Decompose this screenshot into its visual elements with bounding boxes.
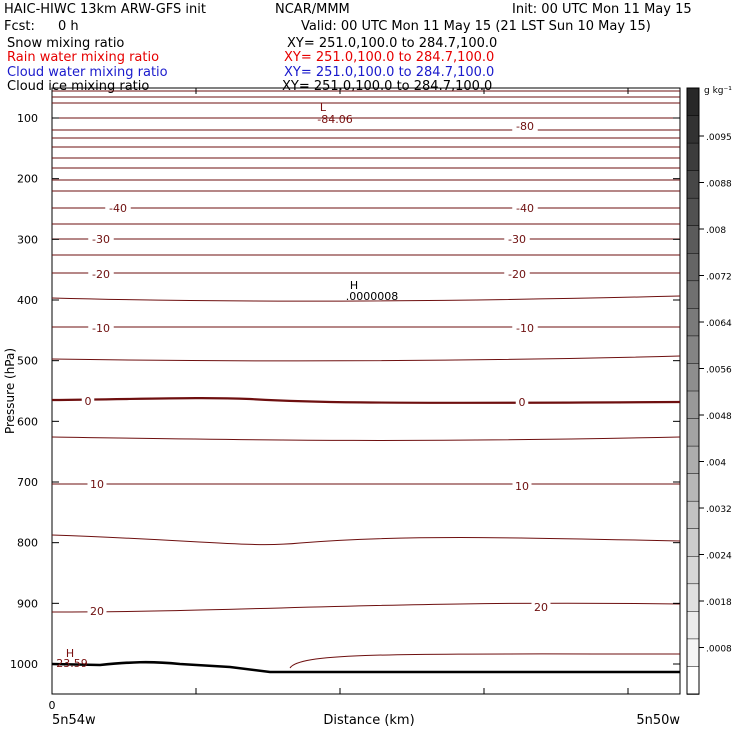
colorbar-swatch [687,556,699,584]
y-tick-label: 400 [17,294,38,307]
colorbar-label: .004 [706,458,727,469]
colorbar-swatch [687,584,699,612]
contour-label: -10 [92,322,110,335]
contour-label: 10 [90,478,104,491]
forecast-hour: 0 h [58,19,79,34]
field-xy-rain: XY= 251.0,100.0 to 284.7,100.0 [284,50,495,65]
colorbar-unit: g kg⁻¹ [704,86,732,96]
y-tick-label: 700 [17,476,38,489]
contour-label: -20 [508,268,526,281]
colorbar-swatch [687,143,699,171]
colorbar-label: .0008 [706,644,732,655]
colorbar-swatch [687,391,699,419]
init-time: Init: 00 UTC Mon 11 May 15 [512,2,692,17]
contour-label: -40 [109,202,127,215]
field-name-cloud-water: Cloud water mixing ratio [7,65,168,80]
x-right-label: 5n50w [636,713,680,728]
forecast-label: Fcst: [4,19,35,34]
x-left-label: 5n54w [52,713,96,728]
colorbar-swatch [687,611,699,639]
field-name-snow: Snow mixing ratio [7,36,125,51]
field-name-cloud-ice: Cloud ice mixing ratio [7,79,150,94]
colorbar-swatch [687,446,699,474]
y-tick-label: 200 [17,172,38,186]
colorbar-swatch [687,501,699,529]
colorbar-label: .0048 [706,412,732,422]
high-symbol-cloud: H [349,279,359,292]
colorbar-label: .0088 [706,179,732,190]
isotherm-line [52,356,680,361]
low-symbol: L [319,101,327,114]
contour-label: -30 [92,233,110,246]
colorbar-label: .0095 [706,133,732,143]
y-tick-label: 800 [17,536,38,550]
colorbar-swatch [687,88,699,116]
y-tick-label: 100 [17,112,38,125]
field-xy-snow: XY= 251.0,100.0 to 284.7,100.0 [287,36,498,51]
colorbar-label: .0072 [706,272,732,283]
colorbar-swatch [687,171,699,199]
isotherm-line [52,603,680,612]
colorbar-swatch [687,363,699,391]
contour-label: 20 [534,601,548,614]
colorbar-swatch [687,666,699,694]
surface-terrain-line [52,662,680,672]
colorbar-swatch [687,253,699,281]
contour-label: 0 [518,396,526,409]
x-origin-label: 0 [48,699,56,712]
org-label: NCAR/MMM [275,2,350,17]
valid-time: Valid: 00 UTC Mon 11 May 15 (21 LST Sun 10 May 15) [301,19,651,34]
colorbar-swatch [687,639,699,667]
colorbar-swatch [687,226,699,254]
y-tick-label: 300 [17,233,38,247]
contour-label: -20 [92,268,110,281]
y-tick-label: 1000 [10,658,38,671]
y-tick-label: 600 [17,415,38,429]
colorbar-label: .0018 [706,598,732,608]
isotherm-line [52,535,680,545]
colorbar-swatch [687,336,699,364]
y-tick-label: 900 [17,597,38,611]
y-tick-label: 500 [17,354,38,368]
colorbar-swatch [687,116,699,144]
colorbar-label: .008 [706,226,727,236]
contour-label: -30 [508,233,526,246]
contour-label: -10 [516,322,534,335]
colorbar-swatch [687,419,699,447]
high-symbol-surface: H [65,647,75,660]
colorbar-swatch [687,198,699,226]
contour-label: -40 [516,202,534,215]
freezing-level-line [52,398,680,403]
colorbar-swatch [687,281,699,309]
colorbar-swatch [687,529,699,557]
x-axis-title: Distance (km) [323,713,415,728]
contour-label: 0 [84,395,92,408]
field-xy-cloud-ice: XY= 251.0,100.0 to 284.7,100.0 [282,79,493,94]
isotherm-line [290,654,680,668]
low-value: -84.06 [317,113,353,126]
contour-label: -80 [516,120,534,133]
colorbar-label: .0064 [706,319,732,329]
field-name-rain: Rain water mixing ratio [7,50,160,65]
colorbar-swatch [687,308,699,336]
colorbar-label: .0024 [706,551,732,562]
high-value-surface: 23.59 [56,657,88,670]
high-value-cloud: .0000008 [345,290,399,303]
contour-label: 20 [90,605,104,618]
y-axis-title: Pressure (hPa) [3,347,17,435]
isotherm-line [52,437,680,440]
contour-label: 10 [515,480,529,493]
model-title: HAIC-HIWC 13km ARW-GFS init [4,2,206,17]
colorbar-label: .0056 [706,365,732,376]
field-xy-cloud-water: XY= 251.0,100.0 to 284.7,100.0 [284,65,495,80]
colorbar-swatch [687,474,699,502]
colorbar-label: .0032 [706,505,732,515]
